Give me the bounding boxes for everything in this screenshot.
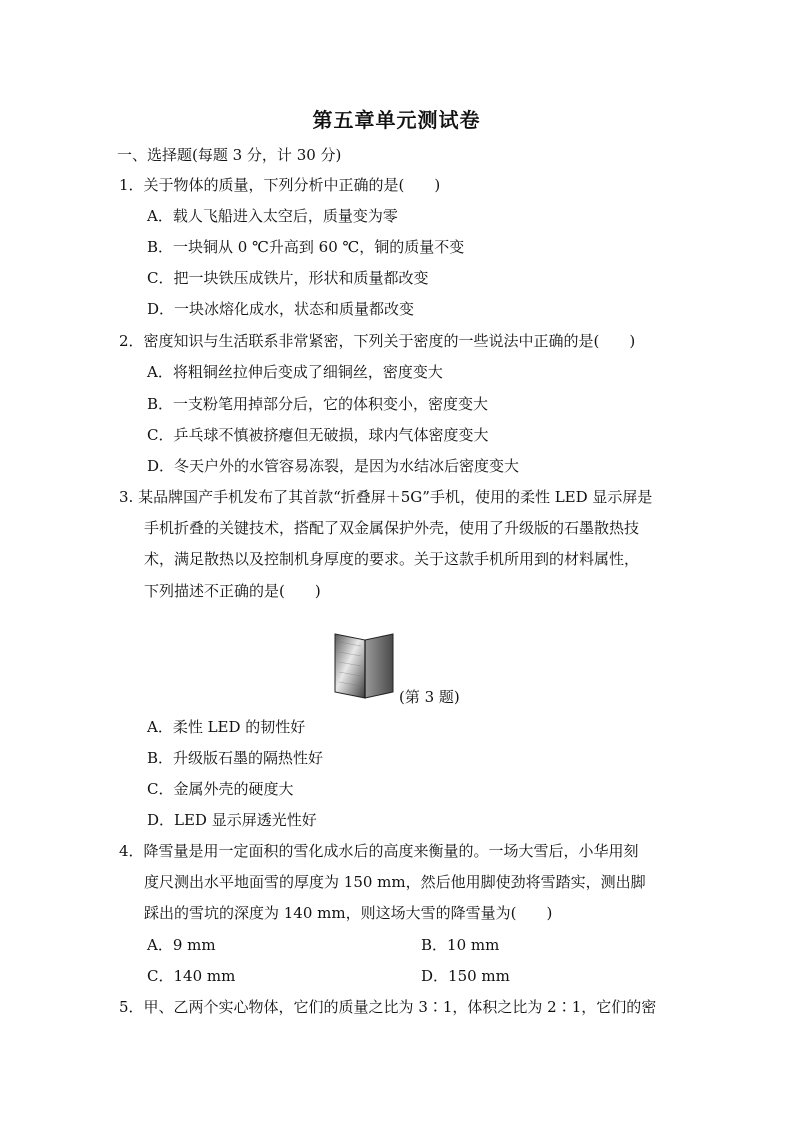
question-2-stem: 2．密度知识与生活联系非常紧密，下列关于密度的一些说法中正确的是( ) [119, 332, 636, 350]
question-2-option-c: C．乒乓球不慎被挤瘪但无破损，球内气体密度变大 [147, 426, 489, 444]
question-4-stem-line: 踩出的雪坑的深度为 140 mm，则这场大雪的降雪量为( ) [144, 904, 553, 922]
question-4-stem-line: 4．降雪量是用一定面积的雪化成水后的高度来衡量的。一场大雪后，小华用刻 [119, 842, 639, 860]
question-1-option-a: A．载人飞船进入太空后，质量变为零 [147, 207, 398, 225]
question-1-option-c: C．把一块铁压成铁片，形状和质量都改变 [147, 269, 429, 287]
question-4-option-b: B．10 mm [421, 936, 500, 954]
page-title: 第五章单元测试卷 [312, 108, 481, 132]
question-2-option-b: B．一支粉笔用掉部分后，它的体积变小，密度变大 [147, 395, 489, 413]
question-3-option-b: B．升级版石墨的隔热性好 [147, 749, 324, 767]
question-3-option-c: C．金属外壳的硬度大 [147, 780, 294, 798]
question-3-stem-line: 下列描述不正确的是( ) [144, 582, 321, 600]
question-4-option-d: D．150 mm [421, 967, 510, 985]
question-3-stem-line: 3. 某品牌国产手机发布了其首款“折叠屏＋5G”手机，使用的柔性 LED 显示屏是 [119, 488, 653, 506]
figure-caption: (第 3 题) [399, 688, 460, 706]
question-5-stem: 5．甲、乙两个实心物体，它们的质量之比为 3∶1，体积之比为 2∶1，它们的密 [119, 998, 657, 1016]
section-heading: 一、选择题(每题 3 分，计 30 分) [117, 146, 342, 164]
question-1-option-b: B．一块铜从 0 ℃升高到 60 ℃，铜的质量不变 [147, 238, 465, 256]
question-2-option-d: D．冬天户外的水管容易冻裂，是因为水结冰后密度变大 [147, 457, 520, 475]
question-4-option-a: A．9 mm [147, 936, 216, 954]
question-3-stem-line: 手机折叠的关键技术，搭配了双金属保护外壳，使用了升级版的石墨散热技 [144, 519, 640, 537]
question-1-stem: 1．关于物体的质量，下列分析中正确的是( ) [119, 176, 441, 194]
question-4-stem-line: 度尺测出水平地面雪的厚度为 150 mm，然后他用脚使劲将雪踏实，测出脚 [144, 873, 646, 891]
folding-phone-image [333, 632, 395, 700]
question-1-option-d: D．一块冰熔化成水，状态和质量都改变 [147, 300, 415, 318]
question-3-stem-line: 术，满足散热以及控制机身厚度的要求。关于这款手机所用到的材料属性， [144, 550, 640, 568]
question-2-option-a: A．将粗铜丝拉伸后变成了细铜丝，密度变大 [147, 363, 443, 381]
question-3-option-d: D．LED 显示屏透光性好 [147, 811, 317, 829]
question-3-option-a: A．柔性 LED 的韧性好 [147, 718, 306, 736]
question-4-option-c: C．140 mm [147, 967, 236, 985]
